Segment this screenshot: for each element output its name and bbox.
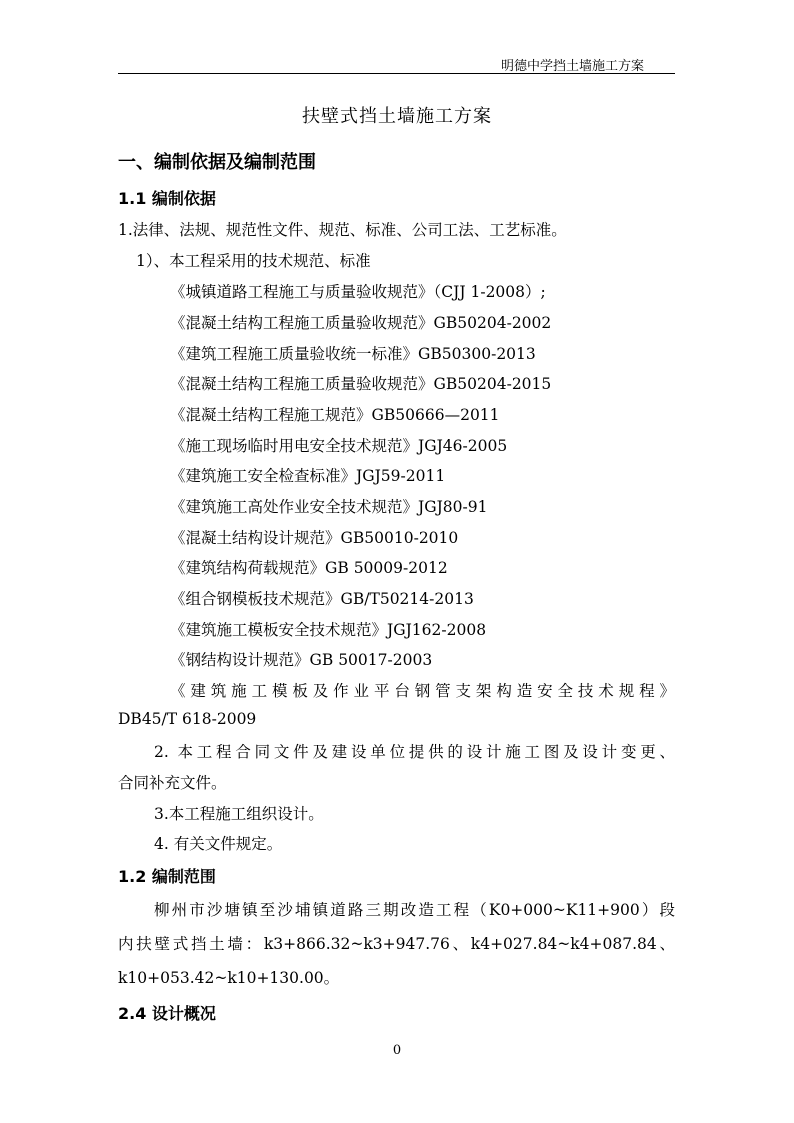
running-header: 明德中学挡土墙施工方案 <box>500 59 644 74</box>
standard-item-long: 《建筑施工模板及作业平台钢管支架构造安全技术规程》 <box>170 682 675 700</box>
standard-item: 《组合钢模板技术规范》GB/T50214-2013 <box>170 590 474 608</box>
standard-item: 《混凝土结构工程施工质量验收规范》GB50204-2002 <box>170 314 552 332</box>
standard-item: 《混凝土结构工程施工规范》GB50666—2011 <box>170 406 500 424</box>
header-rule <box>118 73 675 74</box>
standard-item: 《施工现场临时用电安全技术规范》JGJ46-2005 <box>170 437 508 455</box>
section-1-heading: 一、编制依据及编制范围 <box>118 152 316 173</box>
basis-item-2-cont: 合同补充文件。 <box>118 774 227 792</box>
standard-item-long-cont: DB45/T 618-2009 <box>118 710 257 728</box>
standard-item: 《建筑施工模板安全技术规范》JGJ162-2008 <box>170 621 487 639</box>
standard-item: 《混凝土结构工程施工质量验收规范》GB50204-2015 <box>170 375 552 393</box>
standard-item: 《钢结构设计规范》GB 50017-2003 <box>170 651 433 669</box>
section-1-2-heading: 1.2 编制范围 <box>118 867 216 886</box>
scope-text: 柳州市沙塘镇至沙埔镇道路三期改造工程（K0+000~K11+900）段 <box>154 901 675 919</box>
basis-item-2: 2. 本工程合同文件及建设单位提供的设计施工图及设计变更、 <box>154 743 675 761</box>
section-2-4-heading: 2.4 设计概况 <box>118 1004 216 1023</box>
basis-item-1-sub: 1）、本工程采用的技术规范、标准 <box>136 252 371 270</box>
standard-item: 《建筑工程施工质量验收统一标准》GB50300-2013 <box>170 345 536 363</box>
section-1-1-heading: 1.1 编制依据 <box>118 189 216 208</box>
scope-text-end: k10+053.42~k10+130.00。 <box>118 969 340 987</box>
standard-item: 《混凝土结构设计规范》GB50010-2010 <box>170 529 459 547</box>
page-number: 0 <box>392 1043 402 1058</box>
standard-item: 《建筑施工安全检查标准》JGJ59-2011 <box>170 467 446 485</box>
standard-item: 《城镇道路工程施工与质量验收规范》（CJJ 1-2008）; <box>170 283 546 301</box>
standard-item: 《建筑施工高处作业安全技术规范》JGJ80-91 <box>170 498 488 516</box>
scope-text-cont: 内扶壁式挡土墙：k3+866.32~k3+947.76、k4+027.84~k4+087.84、 <box>118 935 675 953</box>
document-title: 扶壁式挡土墙施工方案 <box>302 106 492 127</box>
basis-item-4: 4. 有关文件规定。 <box>154 835 283 853</box>
standard-item: 《建筑结构荷载规范》GB 50009-2012 <box>170 559 448 577</box>
basis-item-1: 1.法律、法规、规范性文件、规范、标准、公司工法、工艺标准。 <box>118 221 567 239</box>
basis-item-3: 3.本工程施工组织设计。 <box>154 805 324 823</box>
